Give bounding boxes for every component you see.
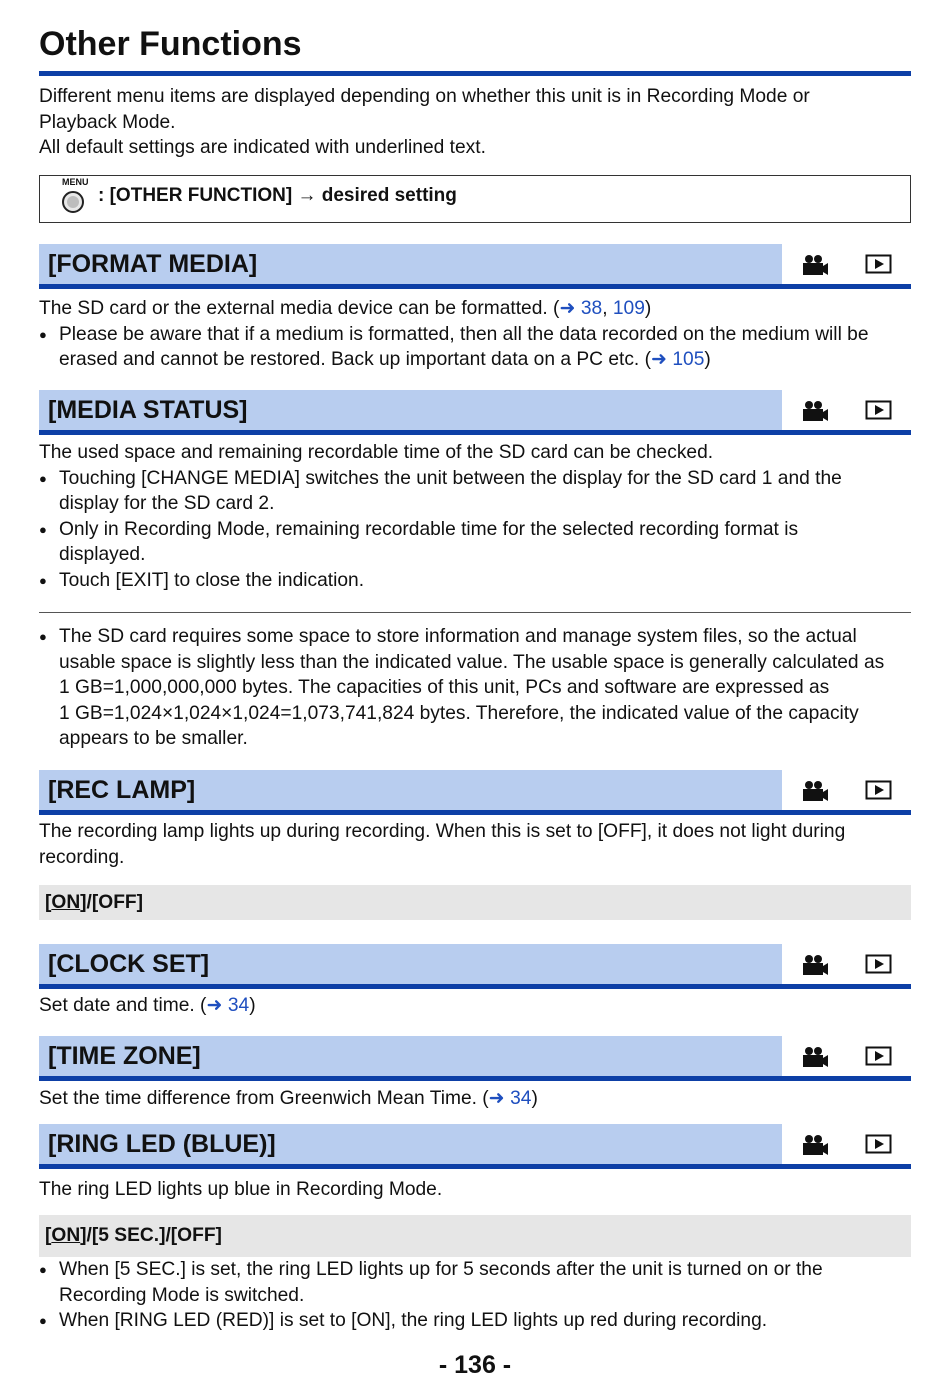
paren: ): [531, 1088, 538, 1109]
paren: ): [644, 298, 652, 319]
format-media-body: [39, 296, 911, 373]
playback-icon: [865, 779, 893, 801]
intro-line: Different menu items are displayed depending on whether this unit is in Recording Mode or: [39, 86, 810, 107]
movie-camera-icon: [801, 1134, 829, 1156]
movie-camera-icon: [801, 254, 829, 276]
section-heading: [CLOCK SET]: [48, 950, 210, 978]
default-option: ON: [51, 1225, 81, 1246]
playback-icon: [865, 1045, 893, 1067]
playback-icon: [865, 953, 893, 975]
title-underline: [39, 71, 911, 76]
bullet-text: ● Please be aware that if a medium is formatted, then all the data recorded on the medium will be: [59, 323, 869, 345]
bullet-text: ● Touching [CHANGE MEDIA] switches the unit between the display for the SD card 1 and the: [59, 467, 842, 489]
list-item: [39, 568, 911, 594]
rec-lamp-options: [ON]/[OFF]: [39, 885, 911, 920]
section-header-ring-led: [39, 1124, 911, 1170]
page-link-105[interactable]: ➜ 105: [650, 349, 705, 371]
ref-arrow: ➜: [559, 298, 581, 319]
body-text: Set date and time. (: [39, 995, 207, 1016]
movie-camera-icon: [801, 400, 829, 422]
note-text: usable space is slightly less than the indicated value. The usable space is generally calculated as: [59, 651, 885, 673]
clock-set-body: [39, 993, 911, 1019]
menu-path: : [OTHER FUNCTION] → desired setting: [98, 185, 457, 206]
section-heading: [TIME ZONE]: [48, 1042, 201, 1070]
movie-camera-icon: [801, 954, 829, 976]
list-item: [39, 624, 911, 752]
section-heading: [RING LED (BLUE)]: [48, 1130, 276, 1158]
divider: [39, 612, 911, 613]
section-heading: [FORMAT MEDIA]: [48, 250, 258, 278]
body-text: Set the time difference from Greenwich Mean Time. (: [39, 1088, 489, 1109]
media-status-body: [39, 440, 911, 594]
body-text: The ring LED lights up blue in Recording Mode.: [39, 1179, 443, 1200]
bullet-text: ● When [5 SEC.] is set, the ring LED lights up for 5 seconds after the unit is turned on or the: [59, 1259, 823, 1280]
ring-led-options: [ON]/[5 SEC.]/[OFF]: [39, 1215, 911, 1257]
page-link-38[interactable]: 38: [580, 298, 603, 319]
ring-led-body: [39, 1177, 911, 1203]
section-heading: [MEDIA STATUS]: [48, 396, 248, 424]
separator: ,: [602, 298, 613, 319]
bullet-text: ● Only in Recording Mode, remaining recordable time for the selected recording format is: [59, 518, 799, 540]
other-options: ]/[OFF]: [80, 892, 144, 913]
section-header-rec-lamp: [39, 770, 911, 816]
menu-path-box: [39, 175, 911, 223]
list-item: [39, 1308, 911, 1334]
section-header-format-media: [39, 244, 911, 290]
playback-icon: [865, 399, 893, 421]
page-link-34[interactable]: ➜ 34: [206, 995, 250, 1016]
intro-line: Playback Mode.: [39, 111, 176, 133]
body-text: The recording lamp lights up during recording. When this is set to [OFF], it does not light during: [39, 821, 846, 842]
default-option: ON: [51, 892, 81, 913]
bullet-text: Recording Mode is switched.: [59, 1284, 305, 1306]
page-link-34[interactable]: ➜ 34: [488, 1088, 532, 1109]
time-zone-body: [39, 1086, 911, 1112]
intro-text: [39, 84, 911, 161]
page-link-109[interactable]: 109: [612, 298, 645, 319]
menu-button-icon: [62, 191, 84, 213]
note-text: ● The SD card requires some space to store information and manage system files, so the actual: [59, 626, 857, 647]
bullet-text: ● Touch [EXIT] to close the indication.: [59, 569, 365, 591]
rec-lamp-body: [39, 819, 911, 870]
body-text: The SD card or the external media device can be formatted. (: [39, 298, 560, 319]
list-item: [39, 466, 911, 517]
section-header-media-status: [39, 390, 911, 436]
media-status-note: [39, 624, 911, 752]
playback-icon: [865, 1133, 893, 1155]
paren: ): [704, 349, 711, 371]
section-header-time-zone: [39, 1036, 911, 1082]
movie-camera-icon: [801, 1046, 829, 1068]
bullet-text: display for the SD card 2.: [59, 493, 275, 515]
list-item: [39, 322, 911, 373]
paren: ): [249, 995, 256, 1016]
note-text: 1 GB=1,024×1,024×1,024=1,073,741,824 bytes. Therefore, the indicated value of the capacity: [59, 702, 859, 724]
list-item: [39, 1257, 911, 1308]
intro-line: All default settings are indicated with underlined text.: [39, 137, 486, 159]
menu-label: MENU: [62, 177, 89, 187]
ring-led-notes: [39, 1257, 911, 1334]
bullet-text: erased and cannot be restored. Back up important data on a PC etc. (: [59, 349, 651, 371]
note-text: appears to be smaller.: [59, 728, 248, 750]
body-text: The used space and remaining recordable time of the SD card can be checked.: [39, 442, 714, 463]
page-number: - 136 -: [438, 1351, 512, 1379]
section-header-clock-set: [39, 944, 911, 990]
list-item: [39, 517, 911, 568]
page-title: Other Functions: [39, 25, 302, 63]
bullet-text: ● When [RING LED (RED)] is set to [ON], the ring LED lights up red during recording.: [59, 1310, 768, 1332]
movie-camera-icon: [801, 780, 829, 802]
note-text: 1 GB=1,000,000,000 bytes. The capacities of this unit, PCs and software are expressed as: [59, 677, 830, 699]
playback-icon: [865, 253, 893, 275]
bullet-text: displayed.: [59, 544, 146, 566]
other-options: ]/[5 SEC.]/[OFF]: [80, 1225, 222, 1246]
body-text: recording.: [39, 846, 125, 868]
section-heading: [REC LAMP]: [48, 776, 196, 804]
